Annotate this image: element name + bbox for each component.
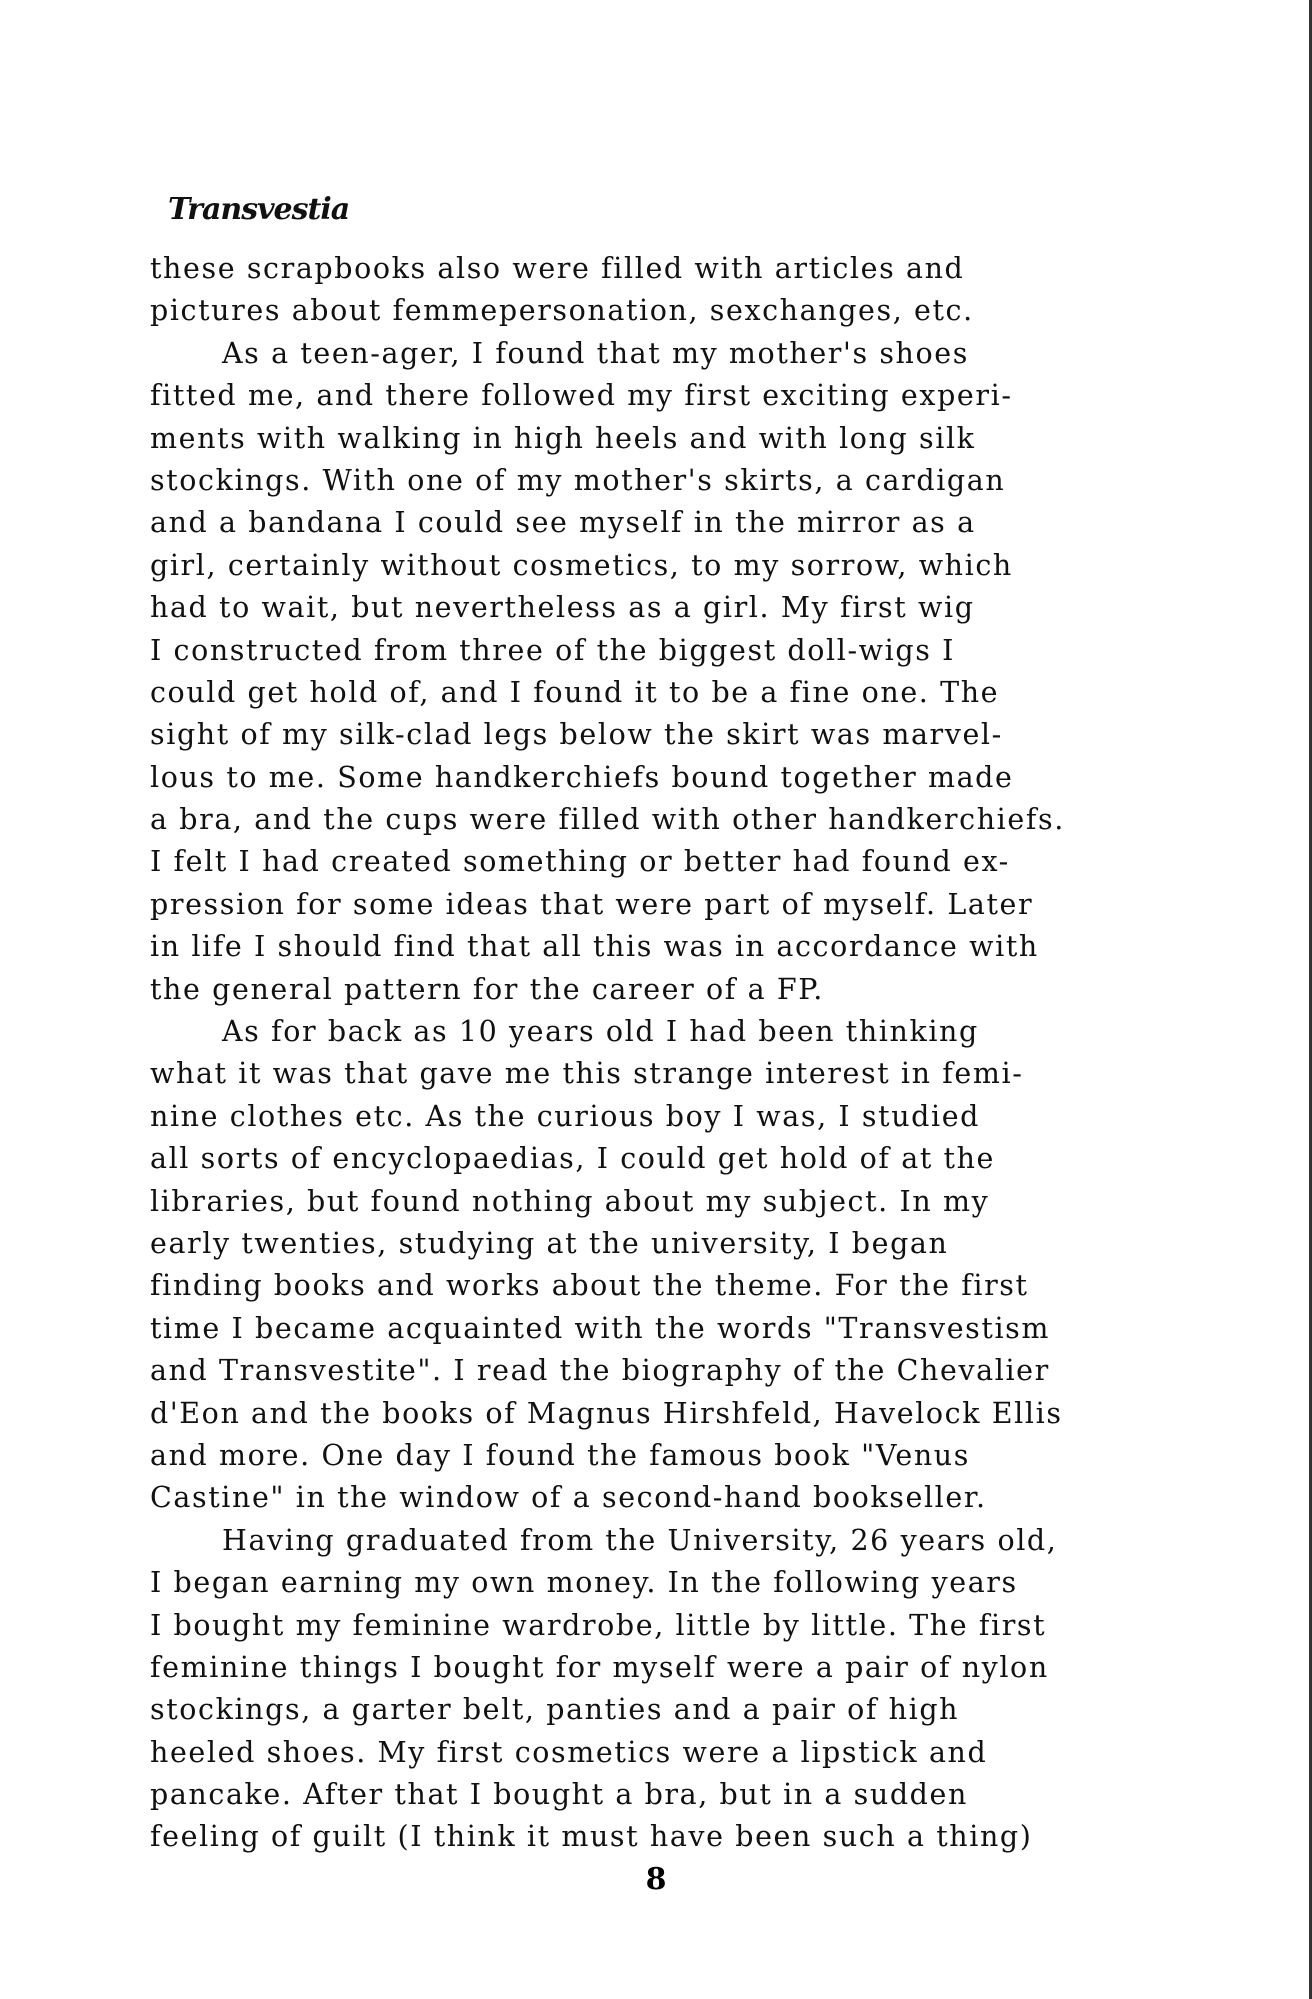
text-line: I felt I had created something or better had found ex- — [150, 845, 1010, 879]
page-number: 8 — [645, 1862, 667, 1897]
text-line: and more. One day I found the famous book "Venus — [150, 1438, 970, 1472]
text-line: d'Eon and the books of Magnus Hirshfeld, Havelock Ellis — [150, 1396, 1063, 1430]
text-line: these scrapbooks also were filled with articles and — [150, 252, 965, 285]
text-line: nine clothes etc. As the curious boy I was, I studied — [150, 1099, 981, 1133]
body-text — [150, 248, 1230, 1859]
text-line: I began earning my own money. In the following years — [150, 1566, 1018, 1600]
text-line: the general pattern for the career of a FP. — [150, 972, 824, 1006]
text-line: in life I should find that all this was in accordance with — [150, 930, 1039, 964]
text-line: and Transvestite". I read the biography of the Chevalier — [150, 1354, 1050, 1388]
text-line: feeling of guilt (I think it must have been such a thing) — [150, 1820, 1033, 1854]
text-line: stockings, a garter belt, panties and a pair of high — [150, 1693, 960, 1727]
text-line: ments with walking in high heels and with long silk — [150, 421, 976, 455]
running-head: Transvestia — [168, 192, 350, 227]
text-line: Having graduated from the University, 26 years old, — [222, 1523, 1058, 1557]
text-line: As for back as 10 years old I had been thinking — [222, 1015, 979, 1049]
text-line: girl, certainly without cosmetics, to my sorrow, which — [150, 548, 1013, 582]
text-line: a bra, and the cups were filled with other handkerchiefs. — [150, 803, 1065, 837]
text-line: early twenties, studying at the university, I began — [150, 1226, 949, 1260]
text-line: all sorts of encyclopaedias, I could get hold of at the — [150, 1142, 996, 1176]
text-line: could get hold of, and I found it to be a fine one. The — [150, 675, 1000, 709]
text-line: heeled shoes. My first cosmetics were a lipstick and — [150, 1735, 988, 1769]
text-line: As a teen-ager, I found that my mother's shoes — [222, 336, 969, 370]
text-line: I constructed from three of the biggest doll-wigs I — [150, 633, 955, 667]
text-line: pictures about femmepersonation, sexchanges, etc. — [150, 294, 974, 328]
text-line: finding books and works about the theme. For the first — [150, 1269, 1029, 1303]
text-line: had to wait, but nevertheless as a girl. My first wig — [150, 591, 975, 625]
text-line: feminine things I bought for myself were a pair of nylon — [150, 1650, 1049, 1684]
text-line: pancake. After that I bought a bra, but in a sudden — [150, 1778, 968, 1812]
text-line: Castine" in the window of a second-hand bookseller. — [150, 1481, 987, 1515]
text-line: and a bandana I could see myself in the mirror as a — [150, 506, 976, 540]
text-line: libraries, but found nothing about my subject. In my — [150, 1184, 990, 1218]
text-line: fitted me, and there followed my first exciting experi- — [150, 379, 1013, 413]
text-line: sight of my silk-clad legs below the skirt was marvel- — [150, 718, 1003, 752]
text-line: lous to me. Some handkerchiefs bound together made — [150, 760, 1014, 794]
text-line: time I became acquainted with the words "Transvestism — [150, 1311, 1051, 1345]
text-line: pression for some ideas that were part of myself. Later — [150, 887, 1034, 921]
text-line: what it was that gave me this strange interest in femi- — [150, 1057, 1024, 1091]
text-line: I bought my feminine wardrobe, little by little. The first — [150, 1608, 1047, 1642]
text-line: stockings. With one of my mother's skirts, a cardigan — [150, 463, 1006, 497]
